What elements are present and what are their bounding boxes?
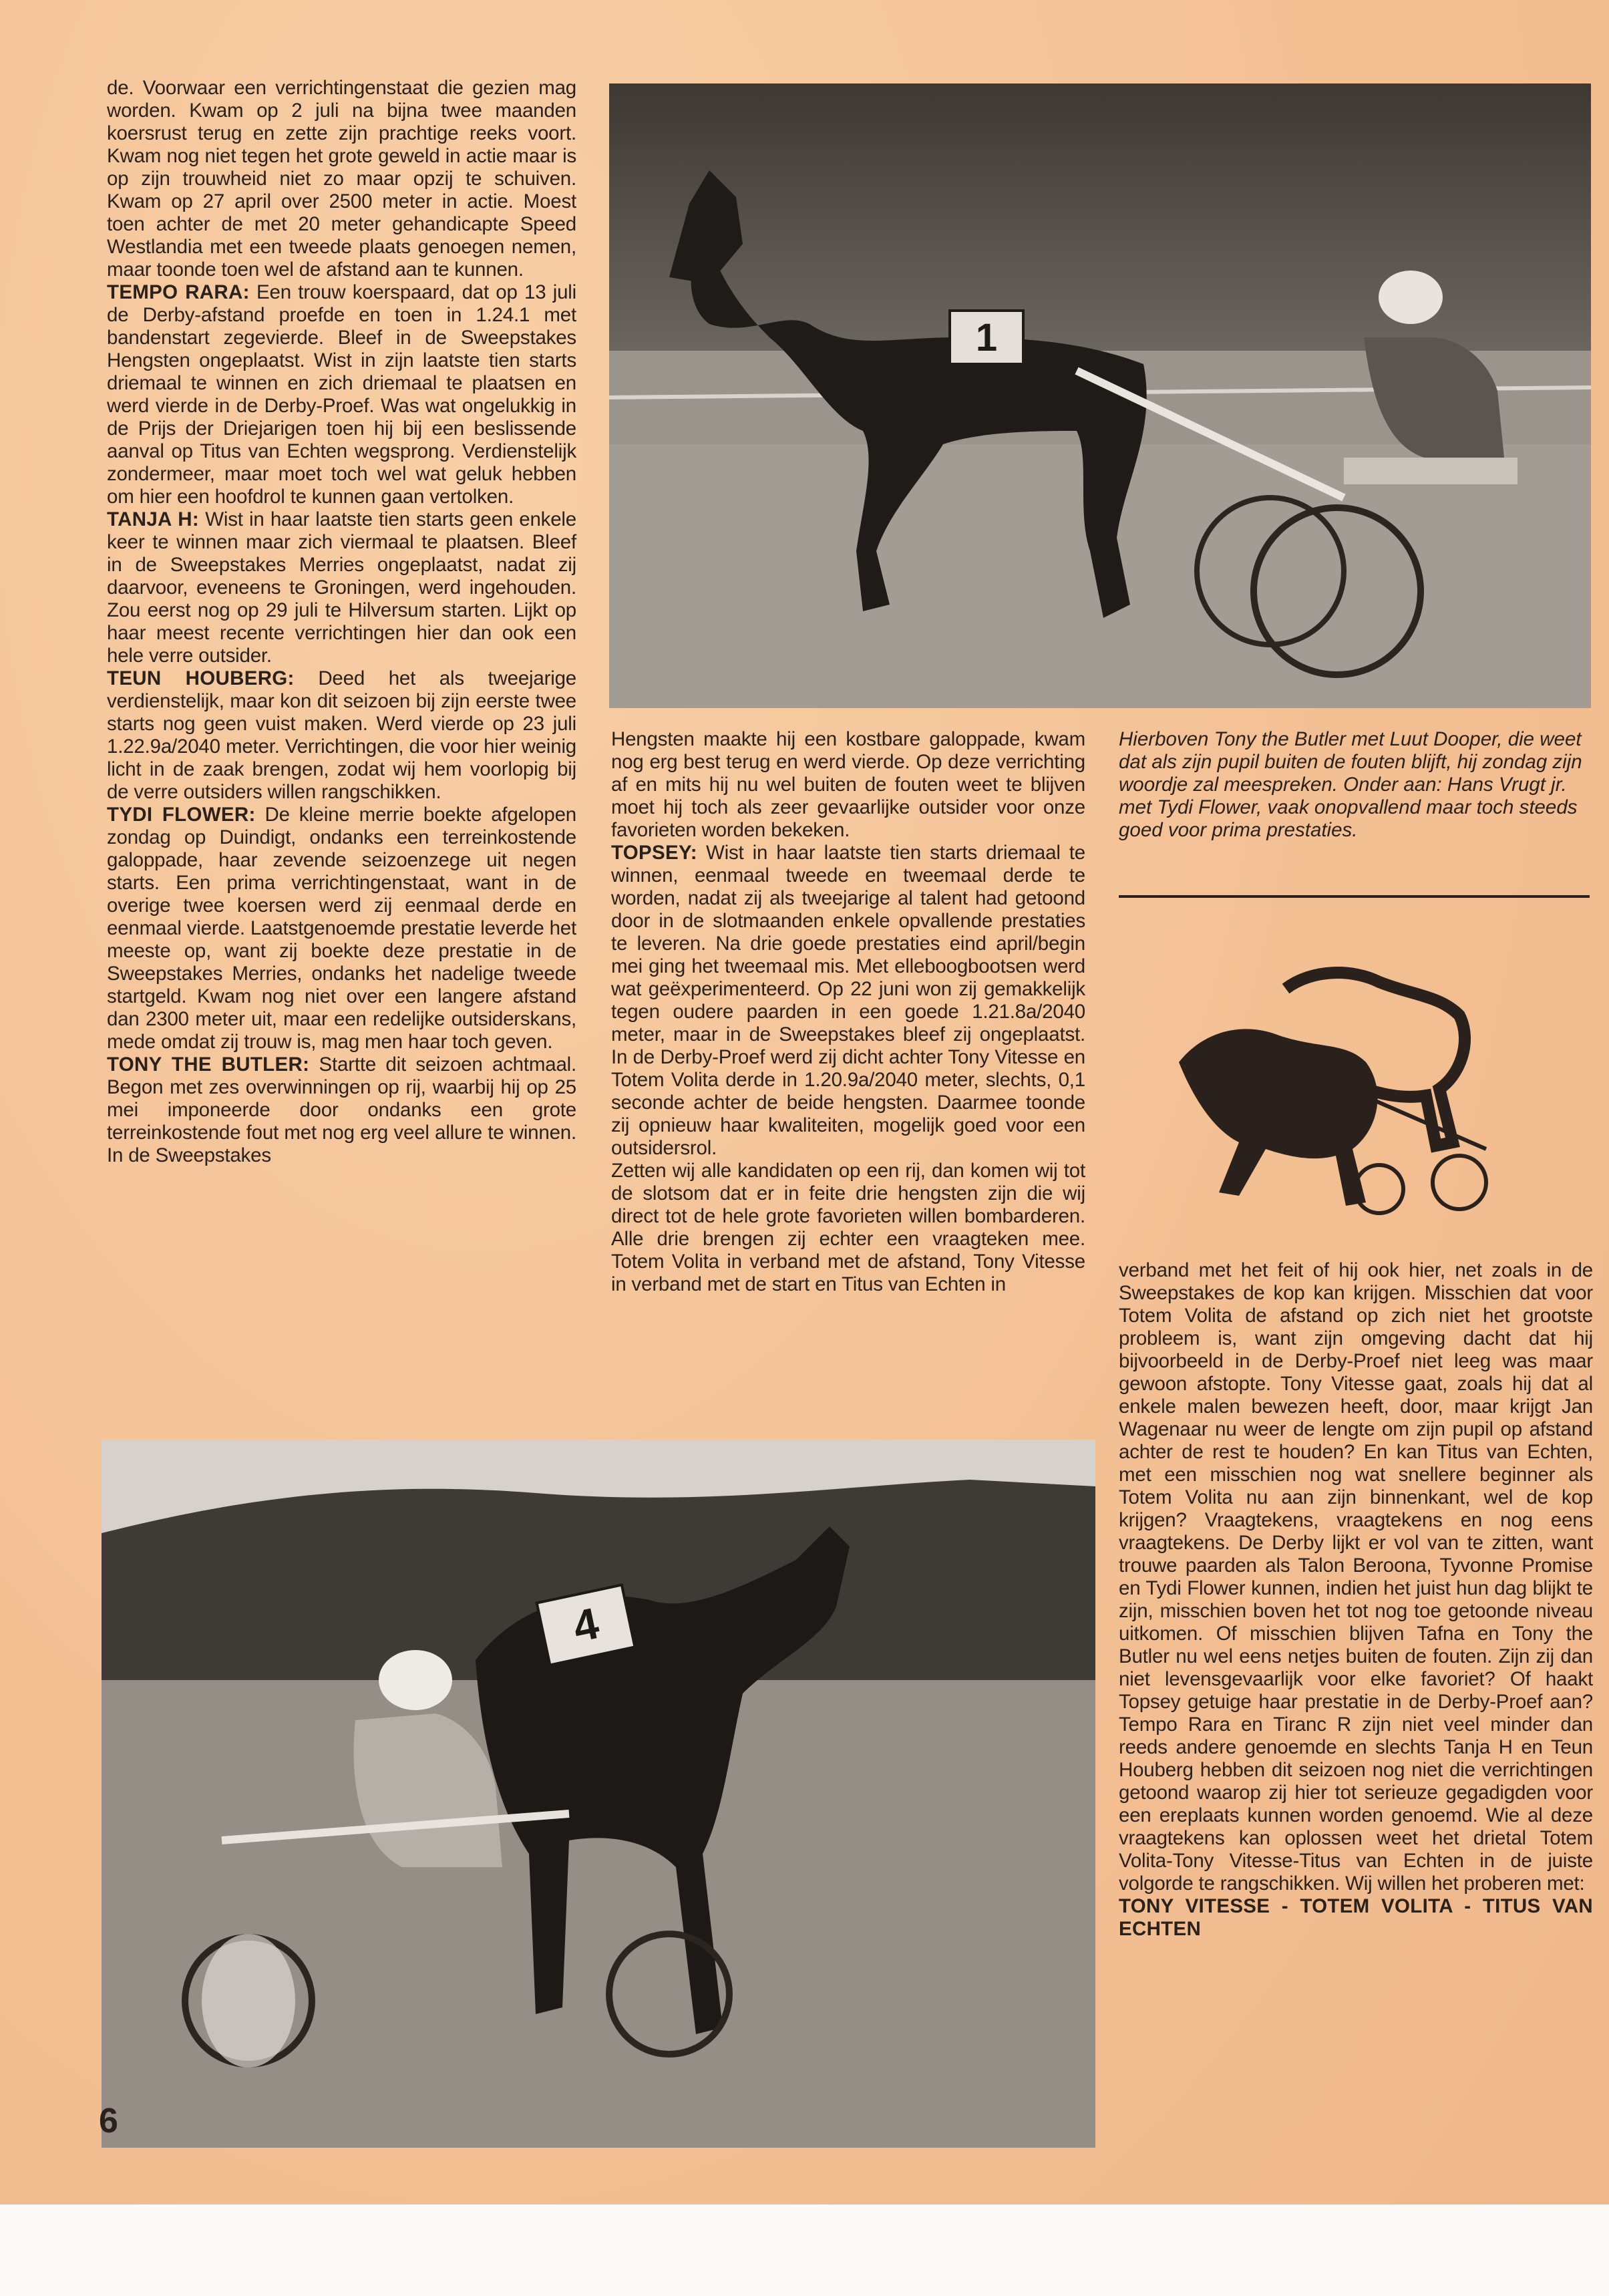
page-number: 6	[99, 2102, 118, 2140]
horse-name: TONY THE BUTLER:	[107, 1053, 310, 1076]
article-column-3	[1119, 1259, 1593, 1941]
entry-topsey: TOPSEY: Wist in haar laatste tien starts driemaal te winnen, eenmaal tweede en tweemaal derde te worden, nadat zij als tweejarige al talent had getoond door in de slotmaanden enkele opvallende prestaties te leveren. Na drie goede prestaties eind april/begin mei ging het tweemaal mis. Met elleboogbootsen werd wat geëxperimenteerd. Op 22 juni won zij gemakkelijk tegen oudere paarden in een goede 1.21.8a/2040 meter, maar in de Sweepstakes bleef zij ongeplaatst. In de Derby-Proef werd zij dicht achter Tony Vitesse en Totem Volita derde in 1.20.9a/2040 meter, slechts, 0,1 seconde achter de beide hengsten. Daarmee toonde zij opnieuw haar kwaliteiten, mogelijk goed voor een outsidersrol.	[611, 842, 1085, 1159]
entry-tony-the-butler: TONY THE BUTLER: Startte dit seizoen achtmaal. Begon met zes overwinningen op rij, waarbij hij op 25 mei imponeerde door ondanks een grote terreinkostende fout met nog erg veel allure te winnen. In de Sweepstakes	[107, 1053, 577, 1166]
continuation-paragraph: Hengsten maakte hij een kostbare galoppade, kwam nog erg best terug en werd vierde. Op deze verrichting af en mits hij nu wel buiten de fouten weet te blijven moet hij toch als zeer gevaarlijke outsider voor onze favorieten worden bekeken.	[611, 728, 1085, 841]
trotter-illustration	[1166, 949, 1513, 1229]
saddle-cloth-number: 1	[975, 316, 998, 359]
article-column-2	[611, 728, 1085, 1296]
entry-tempo-rara: TEMPO RARA: Een trouw koerspaard, dat op 13 juli de Derby-afstand proefde en toen in 1.24.1 met bandenstart zegevierde. Bleef in de Sweepstakes Hengsten ongeplaatst. Wist in zijn laatste tien starts driemaal te winnen en zich driemaal te plaatsen en werd vierde in de Derby-Proef. Was wat ongelukkig in de Prijs der Driejarigen toen hij bij een beslissende aanval op Titus van Echten wegsprong. Verdienstelijk zondermeer, maar moet toch wel wat geluk hebben om hier een hoofdrol te kunnen gaan vertolken.	[107, 281, 576, 508]
horse-name: TEMPO RARA:	[107, 281, 250, 303]
entry-tanja-h: TANJA H: Wist in haar laatste tien starts geen enkele keer te winnen maar zich viermaal te plaatsen. Bleef in de Sweepstakes Merries ongeplaatst, nadat zij daarvoor, eveneens te Groningen, werd ingehouden. Zou eerst nog op 29 juli te Hilversum starten. Lijkt op haar meest recente verrichtingen hier dan ook een hele verre outsider.	[107, 508, 576, 667]
entry-tydi-flower: TYDI FLOWER: De kleine merrie boekte afgelopen zondag op Duindigt, ondanks een terreinkostende galoppade, haar zevende seizoenzege uit negen starts. Een prima verrichtingenstaat, want in de overige twee koersen werd zij eenmaal derde en eenmaal vierde. Laatstgenoemde prestatie leverde het meeste op, want zij boekte deze prestatie in de Sweepstakes Merries, ondanks het nadelige tweede startgeld. Kwam nog niet over een langere afstand dan 2300 meter uit, maar een redelijke outsiderskans, mede omdat zij trouw is, mag men haar toch geven.	[107, 804, 577, 1053]
caption-divider	[1119, 895, 1590, 898]
conclusion-paragraph: Zetten wij alle kandidaten op een rij, dan komen wij tot de slotsom dat er in feite drie hengsten zijn die wij direct tot de hele grote favorieten willen bombarderen. Alle drie brengen zij echter een vraagteken mee. Totem Volita in verband met de afstand, Tony Vitesse in verband met de start en Titus van Echten in	[611, 1160, 1085, 1295]
horse-name: TYDI FLOWER:	[107, 804, 256, 826]
photo-tony-the-butler	[609, 84, 1591, 708]
page-bottom-margin	[0, 2204, 1609, 2296]
saddle-cloth-number: 4	[568, 1597, 603, 1652]
photo-image	[102, 1440, 1095, 2148]
entry-teun-houberg: TEUN HOUBERG: Deed het als tweejarige verdienstelijk, maar kon dit seizoen bij zijn eerste twee starts nog geen vuist maken. Werd vierde op 23 juli 1.22.9a/2040 meter. Verrichtingen, die voor hier weinig licht in de zaak brengen, zodat wij hem voorlopig bij de verre outsiders willen rangschikken.	[107, 667, 576, 803]
photo-image	[609, 84, 1591, 708]
horse-name: TEUN HOUBERG:	[107, 667, 295, 689]
horse-name: TANJA H:	[107, 508, 200, 530]
column3-paragraph: verband met het feit of hij ook hier, net zoals in de Sweepstakes de kop kan krijgen. Misschien dat voor Totem Volita de afstand op zich niet het grootste probleem is, want zijn omgeving dacht dat hij bijvoorbeeld in de Derby-Proef niet leeg was maar gewoon afstopte. Tony Vitesse gaat, zoals hij dat al enkele malen bewezen heeft, door, maar krijgt Jan Wagenaar nu weer de lengte om zijn pupil op afstand achter de rest te houden? En kan Titus van Echten, met een misschien nog wat snellere beginner als Totem Volita nu aan zijn binnenkant, wel de kop krijgen? Vraagtekens, vraagtekens en nog eens vraagtekens. De Derby lijkt er vol van te zitten, want trouwe paarden als Talon Beroona, Tyvonne Promise en Tydi Flower kunnen, indien het juist hun dag blijkt te zijn, misschien boven het tot nog toe getoonde niveau uitkomen. Of misschien blijven Tafna en Tony the Butler nu wel eens netjes buiten de fouten. Zijn zij dan niet levensgevaarlijk voor elke favoriet? Of haakt Topsey getuige haar prestatie in de Derby-Proef aan? Tempo Rara en Tiranc R zijn niet veel minder dan reeds andere genoemde en slechts Tanja H en Teun Houberg hebben dit seizoen nog niet die verrichtingen getoond waarop zij hier tot serieuze gegadigden voor een ereplaats kunnen worden genoemd. Wie al deze vraagtekens kan oplossen weet het drietal Totem Volita-Tony Vitesse-Titus van Echten in de juiste volgorde te rangschikken. Wij willen het proberen met:	[1119, 1259, 1593, 1895]
photo-caption: Hierboven Tony the Butler met Luut Dooper, die weet dat als zijn pupil buiten de fouten blijft, hij zondag zijn woordje zal meespreken. Onder aan: Hans Vrugt jr. met Tydi Flower, vaak onopvallend maar toch steeds goed voor prima prestaties.	[1119, 728, 1582, 841]
horse-name: TOPSEY:	[611, 842, 697, 864]
intro-paragraph: de. Voorwaar een verrichtingenstaat die gezien mag worden. Kwam op 2 juli na bijna twee maanden koersrust terug en zette zijn prachtige reeks voort. Kwam nog niet tegen het grote geweld in actie maar is op zijn trouwheid niet zo maar opzij te schuiven. Kwam op 27 april over 2500 meter in actie. Moest toen achter de met 20 meter gehandicapte Speed Westlandia met een tweede plaats genoegen nemen, maar toonde toen wel de afstand aan te kunnen.	[107, 77, 576, 281]
prediction-line: TONY VITESSE - TOTEM VOLITA - TITUS VAN ECHTEN	[1119, 1895, 1593, 1940]
article-column-1	[107, 77, 576, 1167]
photo-tydi-flower	[102, 1440, 1095, 2148]
